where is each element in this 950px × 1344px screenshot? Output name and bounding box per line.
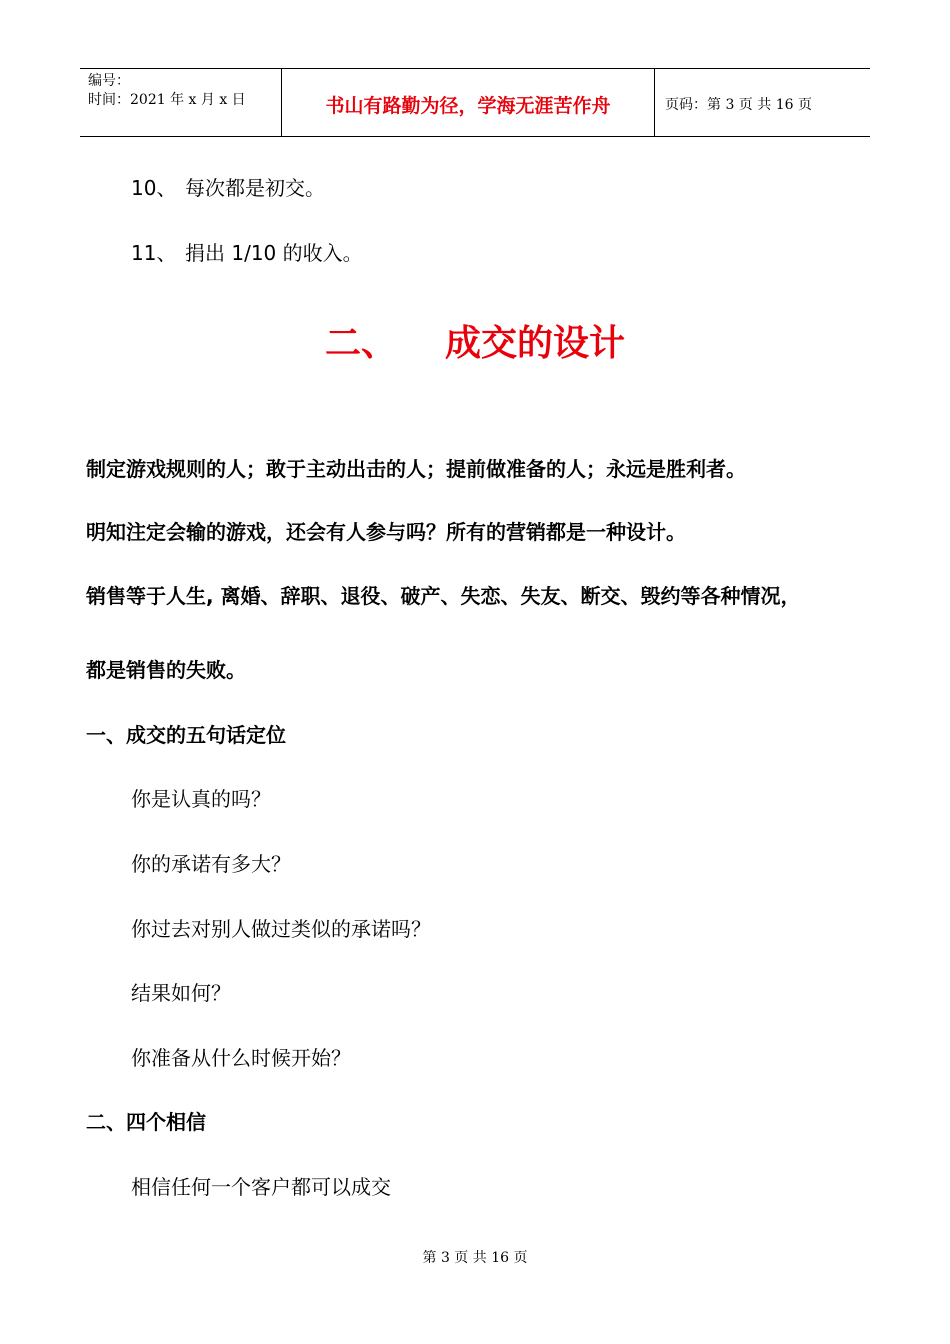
number-label: 编号：: [88, 73, 130, 89]
list-item-number: 10、: [131, 176, 177, 200]
header-meta-cell: [80, 69, 282, 136]
subsection-heading: 二、四个相信: [86, 1110, 206, 1134]
paragraph: 都是销售的失败。: [86, 658, 246, 682]
question-item: 你的承诺有多大？: [131, 852, 291, 876]
paragraph: 制定游戏规则的人；敢于主动出击的人；提前做准备的人；永远是胜利者。: [86, 457, 746, 481]
list-item-text: 捐出 1/10 的收入。: [185, 241, 363, 265]
page-footer: 第 3 页 共 16 页: [422, 1250, 528, 1266]
list-item-number: 11、: [131, 241, 177, 265]
question-item: 结果如何？: [131, 981, 231, 1005]
paragraph: 销售等于人生, 离婚、辞职、退役、破产、失恋、失友、断交、毁约等各种情况，: [86, 584, 801, 608]
list-item: [131, 237, 363, 266]
motto: 书山有路勤为径，学海无涯苦作舟: [325, 95, 611, 117]
time-label: 时间：2021 年 x 月 x 日: [88, 92, 246, 108]
paragraph: 明知注定会输的游戏，还会有人参与吗？所有的营销都是一种设计。: [86, 520, 686, 544]
document-header: [80, 68, 870, 137]
header-motto-cell: [282, 69, 655, 136]
question-item: 你过去对别人做过类似的承诺吗？: [131, 917, 431, 941]
header-page-cell: [655, 69, 870, 136]
list-item: [131, 172, 325, 201]
question-item: 你准备从什么时候开始？: [131, 1046, 351, 1070]
section-title: [0, 315, 950, 366]
list-item-text: 每次都是初交。: [185, 176, 325, 200]
section-number: 二、: [324, 323, 397, 364]
section-title-text: 成交的设计: [445, 323, 626, 364]
page-label: 页码：第 3 页 共 16 页: [665, 97, 812, 113]
subsection-heading: 一、成交的五句话定位: [86, 723, 286, 747]
question-item: 你是认真的吗？: [131, 787, 271, 811]
belief-item: 相信任何一个客户都可以成交: [131, 1175, 391, 1199]
